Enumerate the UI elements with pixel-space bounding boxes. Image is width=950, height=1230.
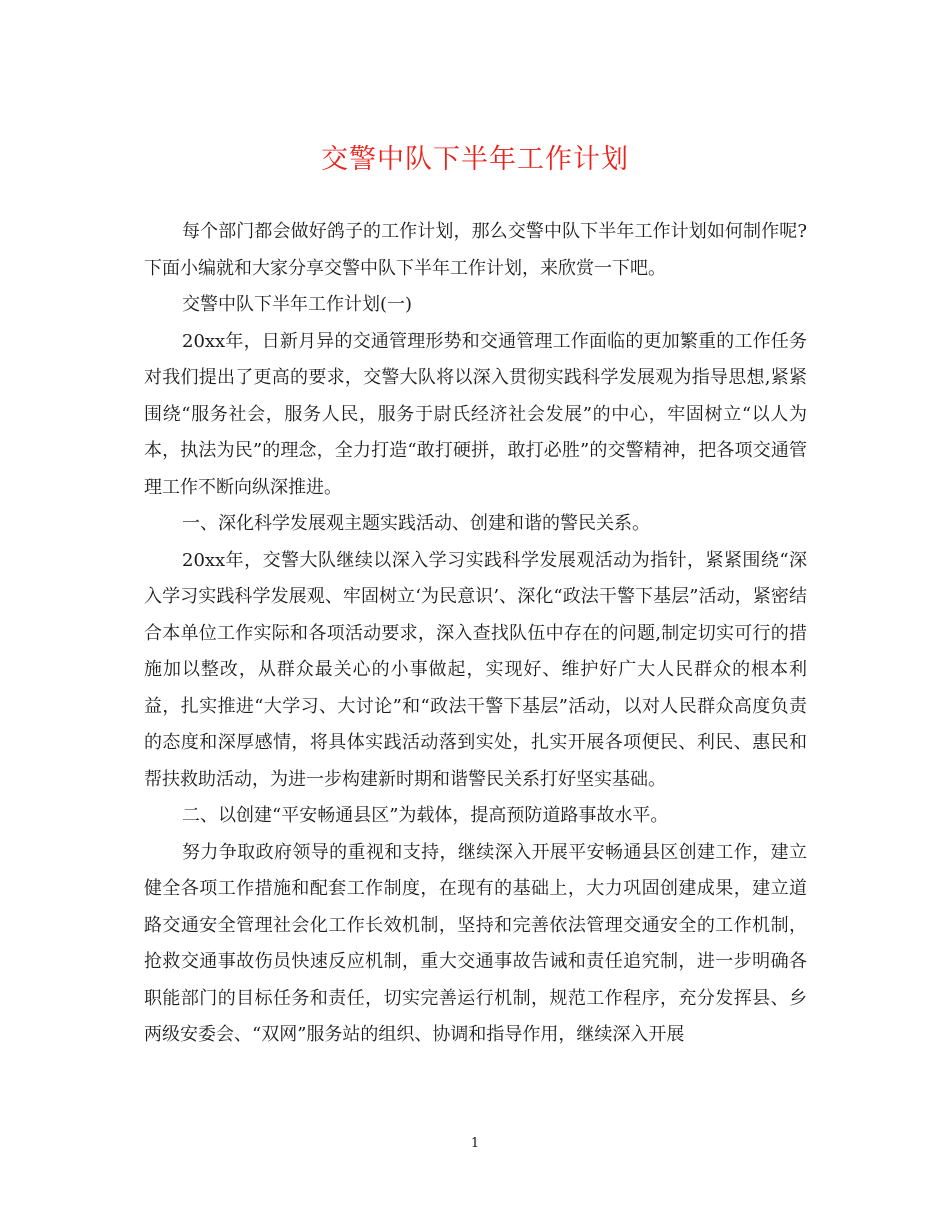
overview-paragraph: 20xx年，日新月异的交通管理形势和交通管理工作面临的更加繁重的工作任务对我们提出了更高的要求，交警大队将以深入贯彻实践科学发展观为指导思想,紧紧围绕“服务社会，服务人民，服务于尉氏经济社会发展”的中心，牢固树立“以人为本，执法为民”的理念，全力打造“敢打硬拼，敢打必胜”的交警精神，把各项交通管理工作不断向纵深推进。: [144, 330, 807, 498]
document-title: 交警中队下半年工作计划: [321, 144, 629, 175]
section-one-heading: 一、深化科学发展观主题实践活动、创建和谐的警民关系。: [182, 513, 650, 534]
plan-heading: 交警中队下半年工作计划(一): [182, 294, 413, 315]
page-number: 1: [470, 1136, 480, 1151]
section-two-paragraph: 努力争取政府领导的重视和支持，继续深入开展平安畅通县区创建工作，建立健全各项工作措施和配套工作制度，在现有的基础上，大力巩固创建成果，建立道路交通安全管理社会化工作长效机制，坚持和完善依法管理交通安全的工作机制，抢救交通事故伤员快速反应机制，重大交通事故告诫和责任追究制，进一步明确各职能部门的目标任务和责任，切实完善运行机制，规范工作程序，充分发挥县、乡两级安委会、“双网”服务站的组织、协调和指导作用，继续深入开展: [144, 841, 807, 1045]
section-one-paragraph: 20xx年，交警大队继续以深入学习实践科学发展观活动为指针，紧紧围绕“深入学习实践科学发展观、牢固树立‘为民意识’、深化“政法干警下基层”活动，紧密结合本单位工作实际和各项活动要求，深入查找队伍中存在的问题,制定切实可行的措施加以整改，从群众最关心的小事做起，实现好、维护好广大人民群众的根本利益，扎实推进“大学习、大讨论”和“政法干警下基层”活动，以对人民群众高度负责的态度和深厚感情，将具体实践活动落到实处，扎实开展各项便民、利民、惠民和帮扶救助活动，为进一步构建新时期和谐警民关系打好坚实基础。: [144, 549, 807, 790]
section-two-heading: 二、以创建“平安畅通县区”为载体，提高预防道路事故水平。: [182, 805, 669, 826]
intro-paragraph: 每个部门都会做好鸽子的工作计划，那么交警中队下半年工作计划如何制作呢?下面小编就和大家分享交警中队下半年工作计划，来欣赏一下吧。: [144, 221, 807, 279]
document-body: [144, 214, 807, 1054]
